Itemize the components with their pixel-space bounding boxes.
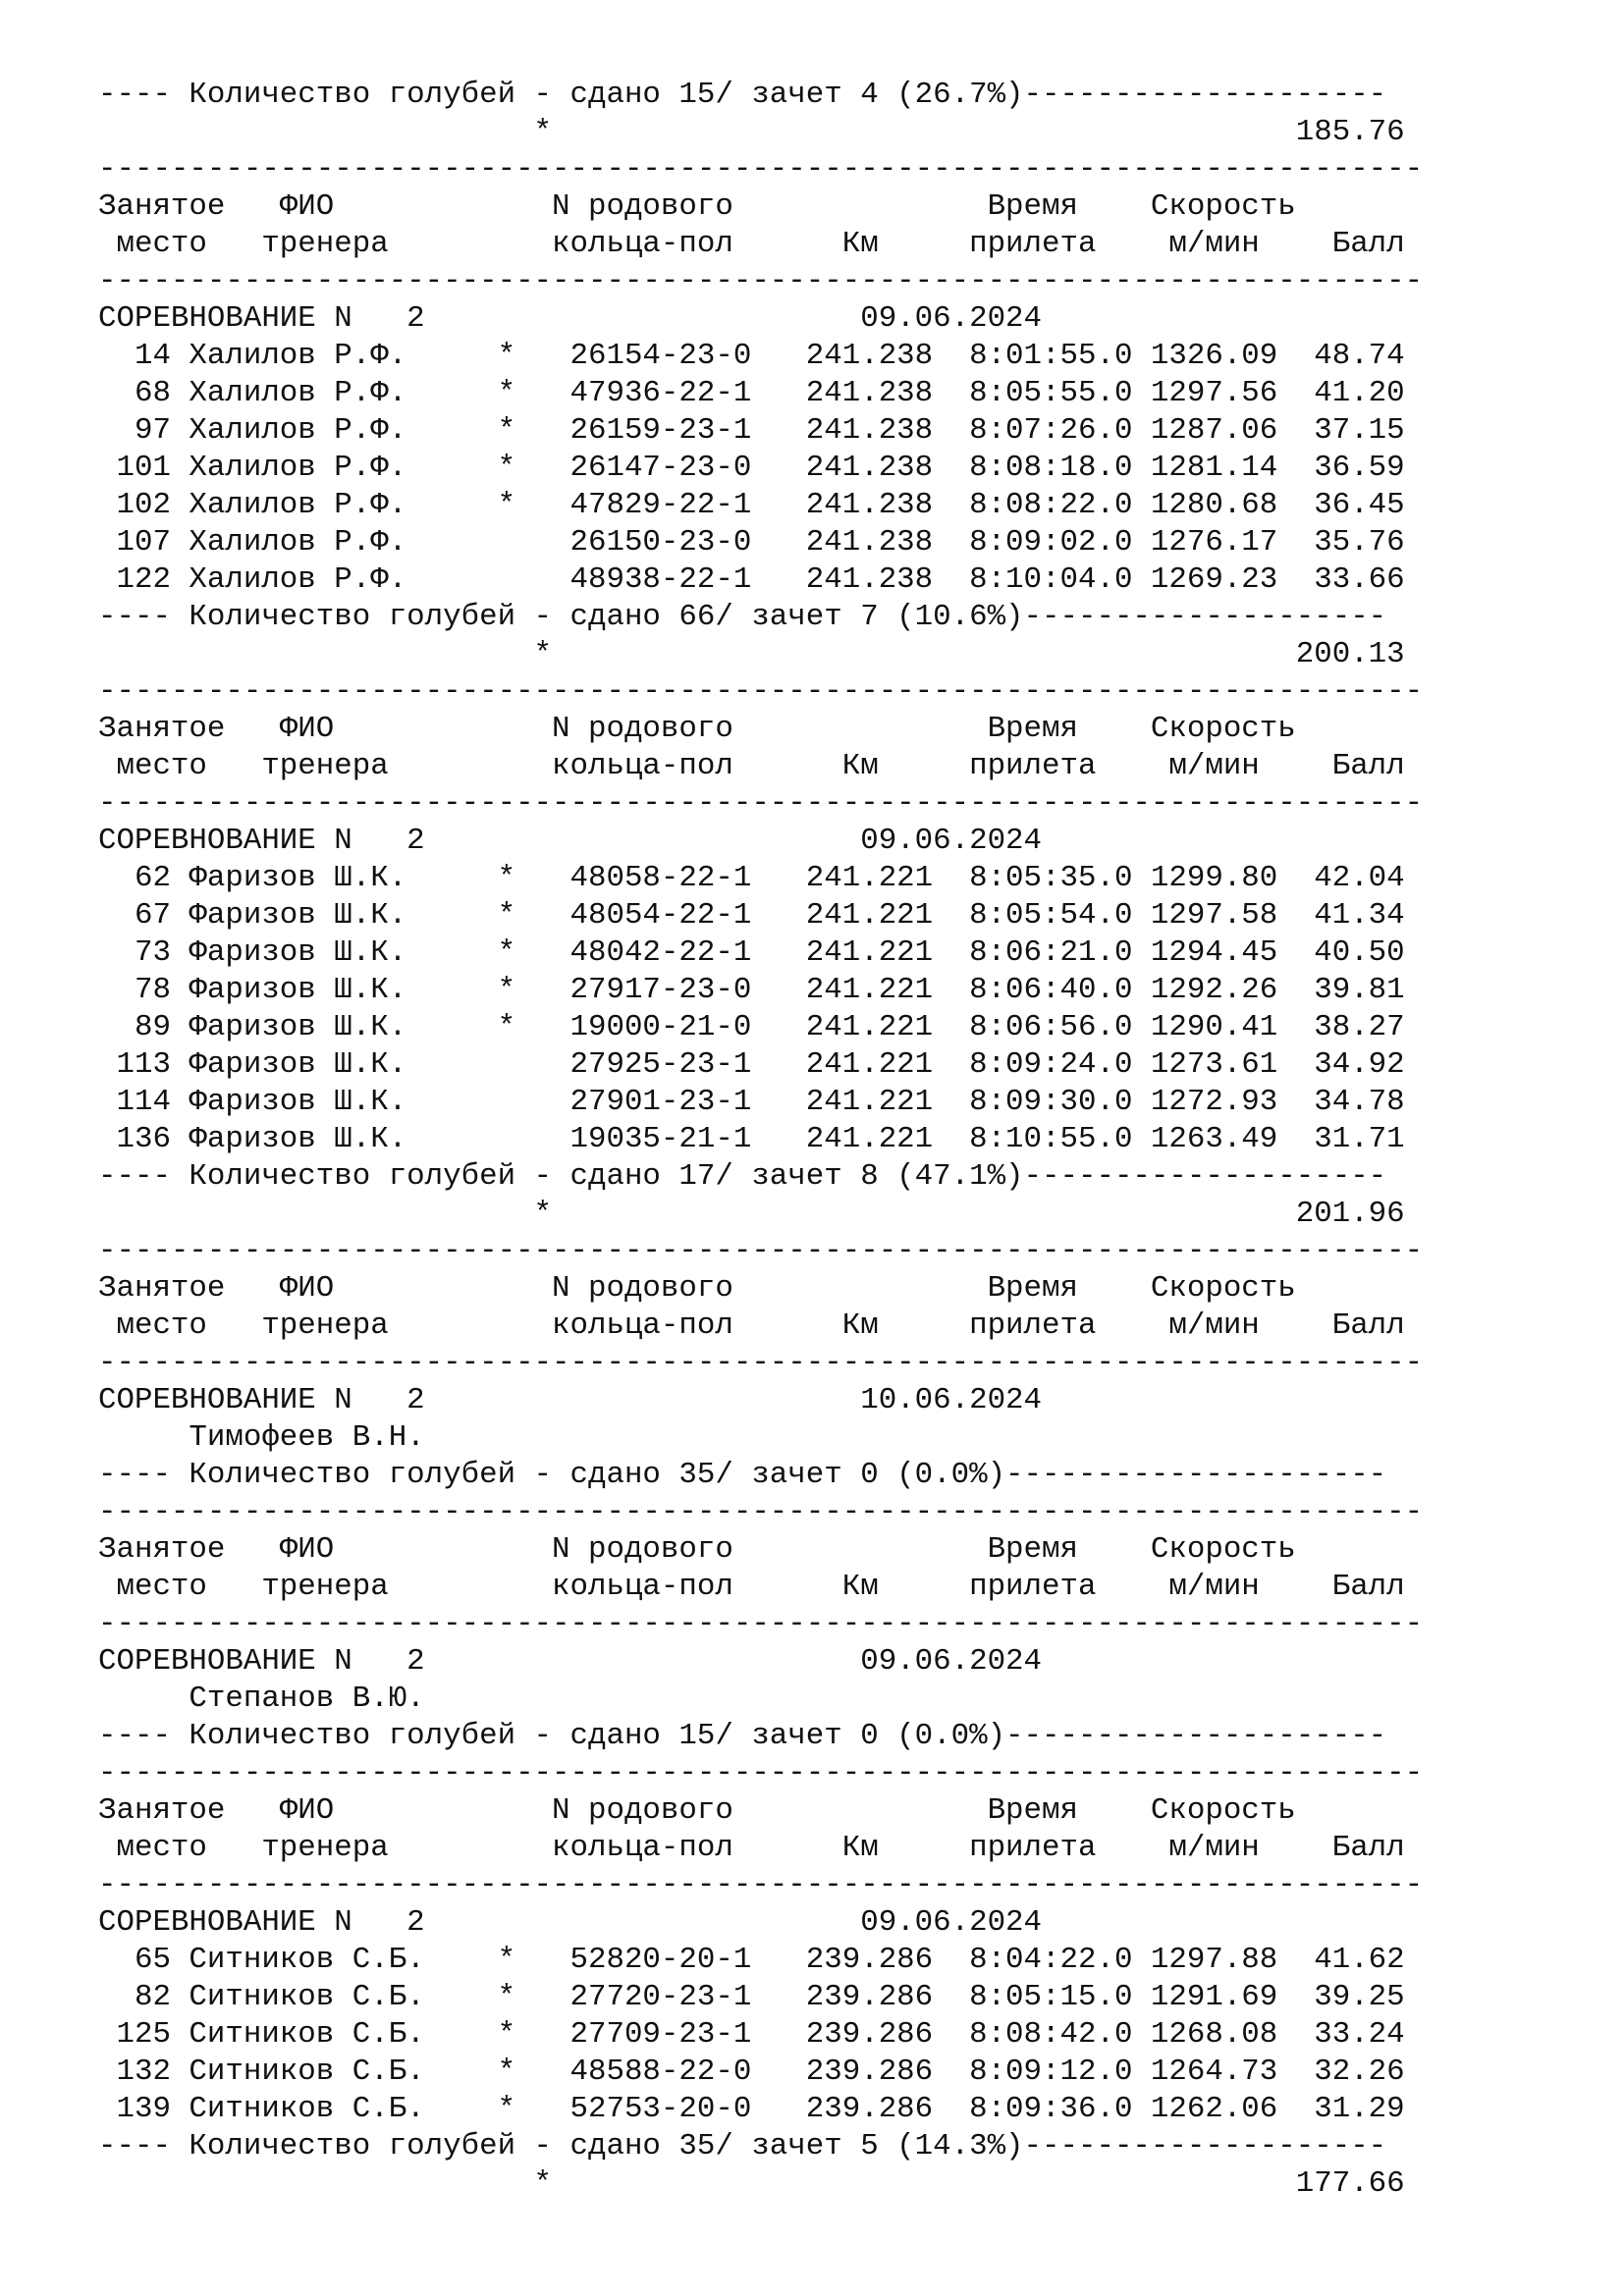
result-row: 89 Фаризов Ш.К. * 19000-21-0 241.221 8:06:56.0 1290.41 38.27: [98, 1010, 1405, 1044]
result-row: 102 Халилов Р.Ф. * 47829-22-1 241.238 8:08:22.0 1280.68 36.45: [98, 488, 1405, 522]
table-header-row-2: место тренера кольца-пол Км прилета м/мин Балл: [98, 1570, 1405, 1604]
table-header-row-1: Занятое ФИО N родового Время Скорость: [98, 1532, 1296, 1567]
separator: -------------------------------------------------------------------------: [98, 1495, 1424, 1529]
top-summary-line: ---- Количество голубей - сдано 15/ зачет 4 (26.7%)--------------------: [98, 78, 1387, 112]
competition-line: СОРЕВНОВАНИЕ N 2 09.06.2024: [98, 1644, 1043, 1679]
separator: -------------------------------------------------------------------------: [98, 1234, 1424, 1268]
result-row: 68 Халилов Р.Ф. * 47936-22-1 241.238 8:05:55.0 1297.56 41.20: [98, 376, 1405, 410]
result-row: 82 Ситников С.Б. * 27720-23-1 239.286 8:05:15.0 1291.69 39.25: [98, 1980, 1405, 2014]
result-row: 122 Халилов Р.Ф. 48938-22-1 241.238 8:10:04.0 1269.23 33.66: [98, 562, 1405, 597]
separator: -------------------------------------------------------------------------: [98, 264, 1424, 298]
competition-line: СОРЕВНОВАНИЕ N 2 09.06.2024: [98, 301, 1043, 336]
block-summary-line: ---- Количество голубей - сдано 35/ зачет 5 (14.3%)--------------------: [98, 2129, 1387, 2163]
table-header-row-2: место тренера кольца-пол Км прилета м/мин Балл: [98, 1831, 1405, 1865]
separator: -------------------------------------------------------------------------: [98, 1346, 1424, 1380]
table-header-row-1: Занятое ФИО N родового Время Скорость: [98, 712, 1296, 746]
top-total-line: * 185.76: [98, 115, 1405, 149]
table-header-row-1: Занятое ФИО N родового Время Скорость: [98, 1793, 1296, 1828]
competition-line: СОРЕВНОВАНИЕ N 2 09.06.2024: [98, 1905, 1043, 1940]
result-row: 132 Ситников С.Б. * 48588-22-0 239.286 8:09:12.0 1264.73 32.26: [98, 2055, 1405, 2089]
result-row: 114 Фаризов Ш.К. 27901-23-1 241.221 8:09:30.0 1272.93 34.78: [98, 1085, 1405, 1119]
block-summary-line: ---- Количество голубей - сдано 66/ зачет 7 (10.6%)--------------------: [98, 600, 1387, 634]
block-summary-line: ---- Количество голубей - сдано 15/ зачет 0 (0.0%)---------------------: [98, 1719, 1387, 1753]
separator: -------------------------------------------------------------------------: [98, 1607, 1424, 1641]
trainer-name: Степанов В.Ю.: [98, 1682, 425, 1716]
competition-line: СОРЕВНОВАНИЕ N 2 10.06.2024: [98, 1383, 1043, 1417]
competition-line: СОРЕВНОВАНИЕ N 2 09.06.2024: [98, 824, 1043, 858]
result-row: 139 Ситников С.Б. * 52753-20-0 239.286 8:09:36.0 1262.06 31.29: [98, 2092, 1405, 2126]
result-row: 62 Фаризов Ш.К. * 48058-22-1 241.221 8:05:35.0 1299.80 42.04: [98, 861, 1405, 895]
separator: -------------------------------------------------------------------------: [98, 1756, 1424, 1790]
table-header-row-2: место тренера кольца-пол Км прилета м/мин Балл: [98, 227, 1405, 261]
block-summary-line: ---- Количество голубей - сдано 17/ зачет 8 (47.1%)--------------------: [98, 1159, 1387, 1194]
result-row: 101 Халилов Р.Ф. * 26147-23-0 241.238 8:08:18.0 1281.14 36.59: [98, 451, 1405, 485]
result-row: 14 Халилов Р.Ф. * 26154-23-0 241.238 8:01:55.0 1326.09 48.74: [98, 339, 1405, 373]
result-row: 65 Ситников С.Б. * 52820-20-1 239.286 8:04:22.0 1297.88 41.62: [98, 1943, 1405, 1977]
block-total-line: * 177.66: [98, 2166, 1405, 2201]
result-row: 97 Халилов Р.Ф. * 26159-23-1 241.238 8:07:26.0 1287.06 37.15: [98, 413, 1405, 448]
separator: -------------------------------------------------------------------------: [98, 786, 1424, 821]
result-row: 136 Фаризов Ш.К. 19035-21-1 241.221 8:10:55.0 1263.49 31.71: [98, 1122, 1405, 1156]
separator: -------------------------------------------------------------------------: [98, 152, 1424, 187]
table-header-row-1: Занятое ФИО N родового Время Скорость: [98, 1271, 1296, 1306]
block-total-line: * 200.13: [98, 637, 1405, 671]
result-row: 107 Халилов Р.Ф. 26150-23-0 241.238 8:09:02.0 1276.17 35.76: [98, 525, 1405, 560]
result-row: 113 Фаризов Ш.К. 27925-23-1 241.221 8:09:24.0 1273.61 34.92: [98, 1047, 1405, 1082]
separator: -------------------------------------------------------------------------: [98, 1868, 1424, 1902]
block-total-line: * 201.96: [98, 1197, 1405, 1231]
block-summary-line: ---- Количество голубей - сдано 35/ зачет 0 (0.0%)---------------------: [98, 1458, 1387, 1492]
result-row: 73 Фаризов Ш.К. * 48042-22-1 241.221 8:06:21.0 1294.45 40.50: [98, 935, 1405, 970]
table-header-row-1: Занятое ФИО N родового Время Скорость: [98, 189, 1296, 224]
trainer-name: Тимофеев В.Н.: [98, 1420, 425, 1455]
table-header-row-2: место тренера кольца-пол Км прилета м/мин Балл: [98, 1308, 1405, 1343]
separator: -------------------------------------------------------------------------: [98, 674, 1424, 709]
result-row: 125 Ситников С.Б. * 27709-23-1 239.286 8:08:42.0 1268.08 33.24: [98, 2017, 1405, 2052]
result-row: 67 Фаризов Ш.К. * 48054-22-1 241.221 8:05:54.0 1297.58 41.34: [98, 898, 1405, 933]
result-row: 78 Фаризов Ш.К. * 27917-23-0 241.221 8:06:40.0 1292.26 39.81: [98, 973, 1405, 1007]
table-header-row-2: место тренера кольца-пол Км прилета м/мин Балл: [98, 749, 1405, 783]
